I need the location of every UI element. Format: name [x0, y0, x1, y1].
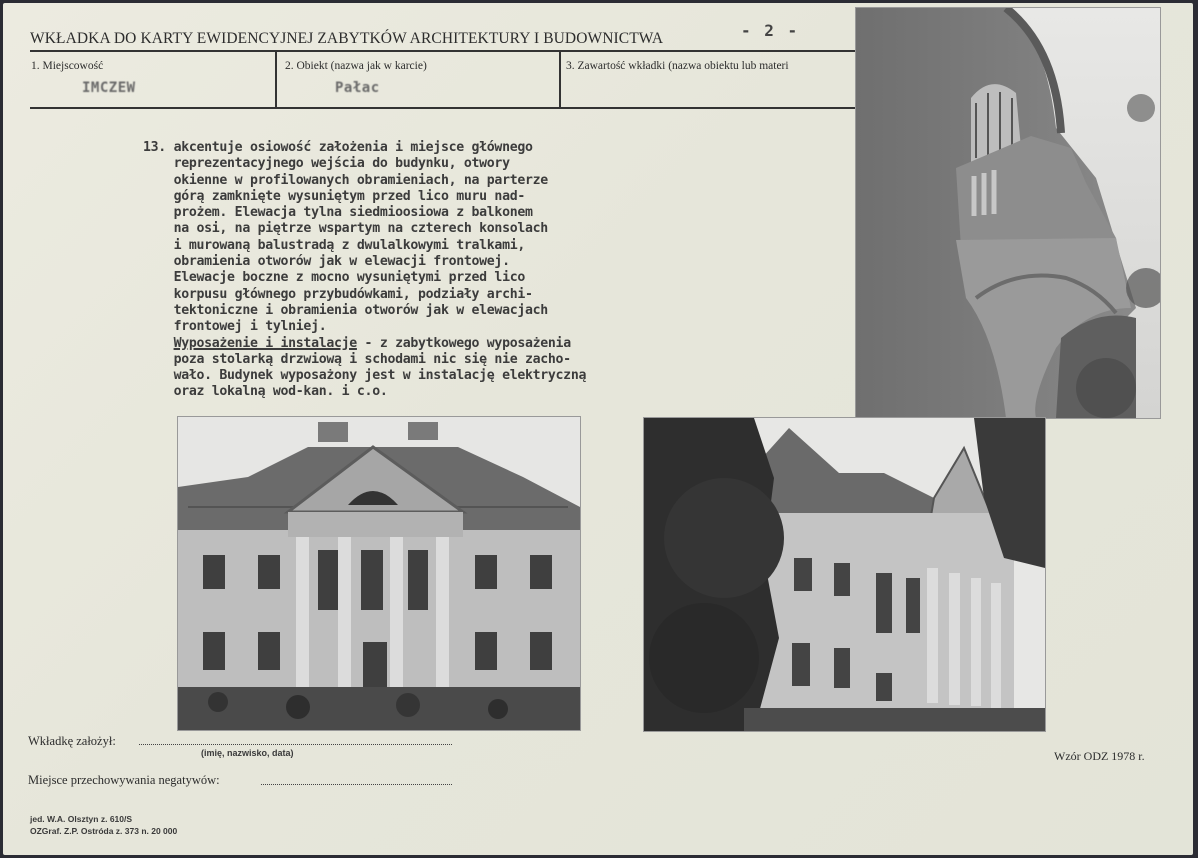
front-facade-photo: [178, 417, 580, 730]
founder-label: Wkładkę założył:: [28, 734, 116, 748]
document-page: [3, 3, 1193, 855]
side-photo-image: [644, 418, 1045, 731]
header-divider-1: [275, 51, 277, 108]
print-info-line-1: jed. W.A. Olsztyn z. 610/S: [30, 814, 133, 824]
document-title: WKŁADKA DO KARTY EWIDENCYJNEJ ZABYTKÓW ARCHITEKTURY I BUDOWNICTWA: [30, 30, 664, 47]
field-label-contents: 3. Zawartość wkładki (nazwa obiektu lub materi: [566, 60, 789, 72]
header-top-rule: [30, 50, 860, 52]
founder-hint: (imię, nazwisko, data): [201, 748, 294, 758]
front-photo-image: [178, 417, 580, 730]
field-value-locality: IMCZEW: [82, 80, 136, 96]
founder-input-line[interactable]: [139, 744, 452, 745]
equipment-heading: Wyposażenie i instalacje: [173, 335, 357, 351]
negatives-input-line[interactable]: [261, 784, 452, 785]
negatives-label: Miejsce przechowywania negatywów:: [28, 773, 220, 787]
balcony-photo-image: [856, 8, 1160, 418]
description-text: 13. akcentuje osiowość założenia i miejsce głównego reprezentacyjnego wejścia do budynku, otwory okienne w profilowanych obramieniach, na parterze górą zamknięte wysuniętym przed lico muru nad- prożem. Elewacja tylna siedmioosiowa z balkonem na osi, na piętrze wspartym na czterech konsolach i murowaną balustradą z dwulalkowymi tralkami, obramienia otworów jak w elewacji frontowej. Elewacje boczne z mocno wysuniętymi przed lico korpusu głównego przybudówkami, podziały archi- tektoniczne i obramienia otworów jak w elewacjach frontowej i tylniej. Wyposażenie i instalacje - z zabytkowego wyposażenia poza stolarką drzwiową i schodami nic się nie zacho- wało. Budynek wyposażony jest w instalację elektryczną oraz lokalną wod-kan. i c.o.: [143, 140, 587, 400]
section-number: 13.: [143, 140, 166, 155]
field-label-object: 2. Obiekt (nazwa jak w karcie): [285, 60, 427, 72]
print-info-line-2: OZGraf. Z.P. Ostróda z. 373 n. 20 000: [30, 826, 178, 836]
header-divider-2: [559, 51, 561, 108]
field-value-object: Pałac: [335, 80, 380, 96]
form-version: Wzór ODZ 1978 r.: [1054, 749, 1145, 763]
header-bottom-rule: [30, 107, 860, 109]
page-number: - 2 -: [741, 21, 800, 40]
side-view-photo: [644, 418, 1045, 731]
balcony-detail-photo: [856, 8, 1160, 418]
field-label-locality: 1. Miejscowość: [31, 60, 104, 72]
